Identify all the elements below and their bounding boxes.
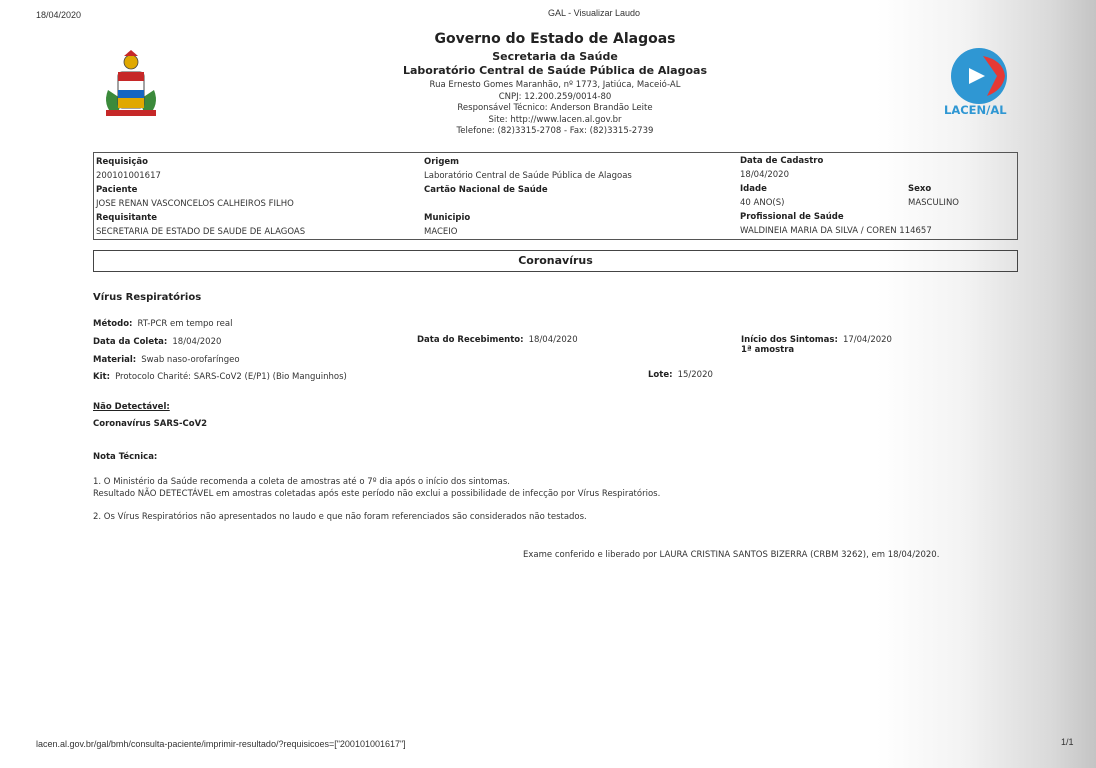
laboratory-title: Laboratório Central de Saúde Pública de Alagoas bbox=[402, 64, 708, 77]
notes-title: Nota Técnica: bbox=[93, 452, 158, 462]
profissional-value: WALDINEIA MARIA DA SILVA / COREN 114657 bbox=[740, 226, 932, 236]
cadastro-value: 18/04/2020 bbox=[740, 170, 789, 180]
government-title: Governo do Estado de Alagoas bbox=[434, 31, 676, 47]
amostra-label: 1ª amostra bbox=[741, 345, 795, 355]
idade-label: Idade bbox=[740, 184, 767, 194]
result-agent: Coronavírus SARS-CoV2 bbox=[93, 419, 208, 429]
material-label: Material: bbox=[93, 355, 137, 365]
sexo-value: MASCULINO bbox=[908, 198, 959, 208]
requisicao-value: 200101001617 bbox=[96, 171, 161, 181]
sexo-label: Sexo bbox=[908, 184, 932, 194]
sintomas-value: 17/04/2020 bbox=[842, 335, 892, 345]
section-title: Coronavírus bbox=[93, 250, 1018, 272]
profissional-label: Profissional de Saúde bbox=[740, 212, 844, 222]
coleta-label: Data da Coleta: bbox=[93, 337, 168, 347]
coleta-value: 18/04/2020 bbox=[172, 337, 222, 347]
recebimento-row bbox=[417, 327, 578, 346]
cadastro-label: Data de Cadastro bbox=[740, 156, 824, 166]
footer-url: lacen.al.gov.br/gal/bmh/consulta-paciente/imprimir-resultado/?requisicoes=["200101001617"] bbox=[36, 739, 406, 749]
result-status: Não Detectável: bbox=[93, 402, 170, 412]
patient-info-box bbox=[93, 152, 1018, 240]
municipio-value: MACEIO bbox=[424, 227, 458, 237]
cnpj-line: CNPJ: 12.200.259/0014-80 bbox=[498, 92, 612, 102]
site-line: Site: http://www.lacen.al.gov.br bbox=[488, 115, 622, 125]
origem-label: Origem bbox=[424, 157, 460, 167]
note1-line2: Resultado NÃO DETECTÁVEL em amostras coletadas após este período não exclui a possibilidade de infecção por Vírus Respiratórios. bbox=[93, 489, 661, 499]
exam-title: Vírus Respiratórios bbox=[93, 292, 202, 303]
metodo-label: Método: bbox=[93, 319, 133, 329]
kit-row bbox=[93, 364, 347, 383]
requisitante-value: SECRETARIA DE ESTADO DE SAUDE DE ALAGOAS bbox=[96, 227, 306, 237]
print-page-title: GAL - Visualizar Laudo bbox=[548, 8, 641, 18]
technician-line: Responsável Técnico: Anderson Brandão Leite bbox=[457, 103, 653, 113]
state-coat-of-arms bbox=[100, 50, 162, 120]
lote-row bbox=[648, 362, 713, 381]
lacen-logo-text: LACEN/AL bbox=[944, 103, 1007, 117]
requisicao-label: Requisição bbox=[96, 157, 148, 167]
idade-value: 40 ANO(S) bbox=[740, 198, 785, 208]
secretariat-title: Secretaria da Saúde bbox=[492, 50, 618, 63]
recebimento-value: 18/04/2020 bbox=[528, 335, 578, 345]
municipio-label: Municipio bbox=[424, 213, 471, 223]
coleta-row bbox=[93, 329, 221, 348]
phone-line: Telefone: (82)3315-2708 - Fax: (82)3315-2739 bbox=[456, 126, 654, 136]
recebimento-label: Data do Recebimento: bbox=[417, 335, 524, 345]
material-value: Swab naso-orofaríngeo bbox=[141, 355, 240, 365]
release-statement: Exame conferido e liberado por LAURA CRISTINA SANTOS BIZERRA (CRBM 3262), em 18/04/2020. bbox=[523, 550, 940, 560]
lote-label: Lote: bbox=[648, 370, 673, 380]
origem-value: Laboratório Central de Saúde Pública de Alagoas bbox=[424, 171, 632, 181]
footer-page: 1/1 bbox=[1061, 737, 1074, 747]
paciente-value: JOSE RENAN VASCONCELOS CALHEIROS FILHO bbox=[96, 199, 294, 209]
note1-line1: 1. O Ministério da Saúde recomenda a coleta de amostras até o 7º dia após o início dos sintomas. bbox=[93, 477, 510, 487]
paciente-label: Paciente bbox=[96, 185, 138, 195]
requisitante-label: Requisitante bbox=[96, 213, 158, 223]
metodo-row bbox=[93, 311, 232, 330]
address-line: Rua Ernesto Gomes Maranhão, nº 1773, Jatiúca, Maceió-AL bbox=[429, 80, 681, 90]
sintomas-label: Início dos Sintomas: bbox=[741, 335, 838, 345]
metodo-value: RT-PCR em tempo real bbox=[137, 319, 233, 329]
lote-value: 15/2020 bbox=[677, 370, 713, 380]
note2: 2. Os Vírus Respiratórios não apresentados no laudo e que não foram referenciados são considerados não testados. bbox=[93, 512, 587, 522]
print-date: 18/04/2020 bbox=[36, 10, 82, 20]
cartao-label: Cartão Nacional de Saúde bbox=[424, 185, 548, 195]
kit-label: Kit: bbox=[93, 372, 110, 382]
kit-value: Protocolo Charité: SARS-CoV2 (E/P1) (Bio Manguinhos) bbox=[115, 372, 347, 382]
sintomas-row bbox=[741, 327, 892, 346]
